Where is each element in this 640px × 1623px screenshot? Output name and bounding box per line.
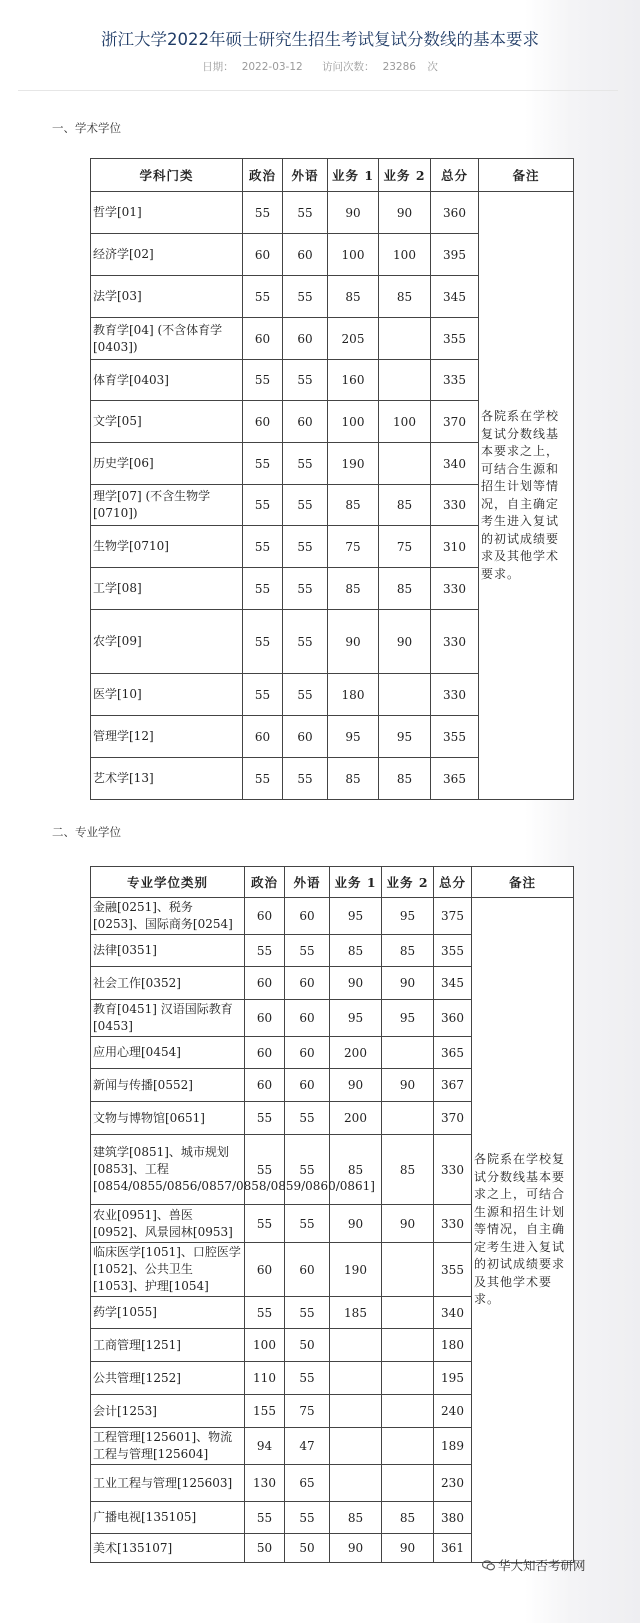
row-name: 医学[10] (91, 674, 243, 716)
subject1-score: 200 (330, 1102, 382, 1135)
row-name: 金融[0251]、税务[0253]、国际商务[0254] (91, 898, 245, 935)
subject1-score: 190 (330, 1243, 382, 1297)
row-name: 广播电视[135105] (91, 1502, 245, 1534)
language-score: 55 (285, 1502, 330, 1534)
subject2-score: 95 (382, 898, 434, 935)
subject2-score: 90 (382, 967, 434, 1000)
politics-score: 55 (243, 192, 283, 234)
subject1-score (330, 1465, 382, 1502)
subject1-score: 205 (328, 318, 379, 360)
total-score: 370 (434, 1102, 472, 1135)
language-score: 55 (283, 443, 328, 485)
subject2-score (382, 1243, 434, 1297)
views-field (318, 61, 442, 73)
subject2-score: 100 (379, 234, 431, 276)
subject1-score (330, 1428, 382, 1465)
total-score: 345 (431, 276, 479, 318)
total-score: 365 (434, 1037, 472, 1069)
language-score: 60 (285, 898, 330, 935)
total-score: 330 (431, 610, 479, 674)
total-score: 340 (431, 443, 479, 485)
col-header-category: 专业学位类别 (91, 867, 245, 898)
subject1-score: 75 (328, 526, 379, 568)
language-score: 60 (285, 1243, 330, 1297)
subject1-score: 85 (330, 935, 382, 967)
total-score: 330 (434, 1135, 472, 1205)
language-score: 60 (285, 1000, 330, 1037)
subject2-score: 90 (382, 1534, 434, 1563)
language-score: 55 (283, 360, 328, 401)
politics-score: 55 (243, 276, 283, 318)
total-score: 395 (431, 234, 479, 276)
subject2-score (379, 318, 431, 360)
total-score: 360 (431, 192, 479, 234)
politics-score: 100 (245, 1329, 285, 1362)
politics-score: 55 (243, 485, 283, 526)
politics-score: 50 (245, 1534, 285, 1563)
language-score: 55 (283, 610, 328, 674)
language-score: 55 (285, 1135, 330, 1205)
subject2-score (382, 1037, 434, 1069)
language-score: 55 (283, 485, 328, 526)
politics-score: 55 (243, 674, 283, 716)
total-score: 330 (431, 485, 479, 526)
subject1-score: 95 (328, 716, 379, 758)
subject2-score (382, 1329, 434, 1362)
total-score: 355 (434, 1243, 472, 1297)
col-header-total: 总分 (431, 159, 479, 192)
section-heading-professional: 二、专业学位 (52, 825, 121, 839)
subject2-score: 100 (379, 401, 431, 443)
total-score: 355 (431, 318, 479, 360)
section-heading-academic: 一、学术学位 (52, 121, 121, 135)
politics-score: 60 (245, 1000, 285, 1037)
subject1-score: 95 (330, 1000, 382, 1037)
row-name: 生物学[0710] (91, 526, 243, 568)
row-name: 经济学[02] (91, 234, 243, 276)
subject1-score: 100 (328, 234, 379, 276)
col-header-language: 外语 (285, 867, 330, 898)
total-score: 340 (434, 1297, 472, 1329)
article-title: 浙江大学2022年硕士研究生招生考试复试分数线的基本要求 (101, 30, 539, 49)
subject2-score: 85 (382, 1135, 434, 1205)
subject2-score (379, 674, 431, 716)
politics-score: 155 (245, 1395, 285, 1428)
total-score: 335 (431, 360, 479, 401)
subject2-score (379, 360, 431, 401)
politics-score: 55 (243, 758, 283, 800)
politics-score: 55 (245, 1502, 285, 1534)
language-score: 50 (285, 1329, 330, 1362)
politics-score: 55 (245, 1205, 285, 1243)
subject1-score: 85 (330, 1135, 382, 1205)
language-score: 55 (283, 192, 328, 234)
politics-score: 60 (245, 1069, 285, 1102)
politics-score: 60 (243, 234, 283, 276)
row-name: 体育学[0403] (91, 360, 243, 401)
watermark (482, 1556, 586, 1574)
views-label: 访问次数： (322, 61, 375, 73)
row-name: 工程管理[125601]、物流工程与管理[125604] (91, 1428, 245, 1465)
subject1-score: 185 (330, 1297, 382, 1329)
politics-score: 110 (245, 1362, 285, 1395)
language-score: 50 (285, 1534, 330, 1563)
row-name: 农学[09] (91, 610, 243, 674)
views-value: 23286 (382, 61, 416, 73)
subject1-score: 160 (328, 360, 379, 401)
subject2-score: 90 (382, 1069, 434, 1102)
politics-score: 55 (243, 443, 283, 485)
total-score: 365 (431, 758, 479, 800)
row-name: 文学[05] (91, 401, 243, 443)
col-header-subject1: 业务 1 (328, 159, 379, 192)
total-score: 355 (434, 935, 472, 967)
subject1-score: 90 (330, 1069, 382, 1102)
politics-score: 55 (245, 1135, 285, 1205)
row-name: 工业工程与管理[125603] (91, 1465, 245, 1502)
politics-score: 60 (243, 318, 283, 360)
language-score: 65 (285, 1465, 330, 1502)
subject1-score: 95 (330, 898, 382, 935)
remarks-cell: 各院系在学校复试分数线基本要求之上，可结合生源和招生计划等情况，自主确定考生进入复试的初试成绩要求及其他学术要求。 (479, 192, 574, 800)
subject2-score: 85 (379, 485, 431, 526)
language-score: 60 (283, 716, 328, 758)
subject2-score: 85 (379, 758, 431, 800)
date-label: 日期： (202, 61, 234, 73)
total-score: 230 (434, 1465, 472, 1502)
politics-score: 55 (243, 526, 283, 568)
total-score: 375 (434, 898, 472, 935)
total-score: 330 (431, 674, 479, 716)
total-score: 360 (434, 1000, 472, 1037)
subject1-score (330, 1329, 382, 1362)
col-header-subject: 学科门类 (91, 159, 243, 192)
language-score: 47 (285, 1428, 330, 1465)
subject2-score: 90 (382, 1205, 434, 1243)
row-name: 文物与博物馆[0651] (91, 1102, 245, 1135)
subject1-score: 85 (328, 758, 379, 800)
col-header-subject2: 业务 2 (379, 159, 431, 192)
table-row (91, 898, 574, 935)
subject2-score (382, 1362, 434, 1395)
language-score: 60 (283, 234, 328, 276)
politics-score: 60 (245, 1037, 285, 1069)
table-row (91, 192, 574, 234)
subject1-score: 90 (330, 967, 382, 1000)
row-name: 临床医学[1051]、口腔医学[1052]、公共卫生[1053]、护理[1054] (91, 1243, 245, 1297)
politics-score: 55 (245, 935, 285, 967)
remarks-cell: 各院系在学校复试分数线基本要求之上，可结合生源和招生计划等情况，自主确定考生进入复试的初试成绩要求及其他学术要求。 (472, 898, 574, 1563)
subject1-score: 190 (328, 443, 379, 485)
language-score: 55 (285, 1362, 330, 1395)
politics-score: 60 (243, 716, 283, 758)
row-name: 工学[08] (91, 568, 243, 610)
date-value: 2022-03-12 (241, 61, 303, 73)
professional-score-table (90, 866, 574, 1563)
col-header-politics: 政治 (245, 867, 285, 898)
row-name: 农业[0951]、兽医[0952]、风景园林[0953] (91, 1205, 245, 1243)
politics-score: 130 (245, 1465, 285, 1502)
politics-score: 60 (245, 967, 285, 1000)
subject2-score (382, 1297, 434, 1329)
col-header-subject1: 业务 1 (330, 867, 382, 898)
subject1-score: 90 (328, 610, 379, 674)
row-name: 工商管理[1251] (91, 1329, 245, 1362)
total-score: 180 (434, 1329, 472, 1362)
subject2-score (382, 1428, 434, 1465)
wechat-icon (482, 1560, 495, 1571)
article-meta (0, 59, 640, 74)
language-score: 55 (283, 276, 328, 318)
col-header-language: 外语 (283, 159, 328, 192)
subject2-score: 85 (379, 276, 431, 318)
subject1-score: 90 (330, 1534, 382, 1563)
row-name: 美术[135107] (91, 1534, 245, 1563)
col-header-politics: 政治 (243, 159, 283, 192)
total-score: 361 (434, 1534, 472, 1563)
subject2-score: 75 (379, 526, 431, 568)
language-score: 55 (283, 568, 328, 610)
language-score: 55 (285, 1102, 330, 1135)
language-score: 55 (283, 674, 328, 716)
subject2-score: 85 (382, 1502, 434, 1534)
subject2-score (382, 1465, 434, 1502)
subject1-score: 200 (330, 1037, 382, 1069)
row-name: 药学[1055] (91, 1297, 245, 1329)
politics-score: 55 (245, 1102, 285, 1135)
subject1-score: 100 (328, 401, 379, 443)
subject1-score (330, 1395, 382, 1428)
col-header-subject2: 业务 2 (382, 867, 434, 898)
politics-score: 55 (243, 360, 283, 401)
row-name: 哲学[01] (91, 192, 243, 234)
language-score: 55 (285, 935, 330, 967)
row-name: 艺术学[13] (91, 758, 243, 800)
subject2-score (382, 1395, 434, 1428)
politics-score: 55 (243, 568, 283, 610)
watermark-text: 华大知否考研网 (498, 1558, 586, 1573)
subject1-score: 90 (330, 1205, 382, 1243)
language-score: 60 (283, 318, 328, 360)
row-name: 公共管理[1252] (91, 1362, 245, 1395)
politics-score: 55 (245, 1297, 285, 1329)
language-score: 60 (285, 967, 330, 1000)
politics-score: 55 (243, 610, 283, 674)
row-name: 社会工作[0352] (91, 967, 245, 1000)
subject2-score: 90 (379, 192, 431, 234)
academic-score-table (90, 158, 574, 800)
views-unit: 次 (427, 61, 438, 73)
total-score: 367 (434, 1069, 472, 1102)
row-name: 理学[07] (不含生物学[0710]) (91, 485, 243, 526)
subject1-score: 180 (328, 674, 379, 716)
total-score: 355 (431, 716, 479, 758)
total-score: 195 (434, 1362, 472, 1395)
col-header-remarks: 备注 (472, 867, 574, 898)
subject2-score (382, 1102, 434, 1135)
row-name: 教育学[04] (不含体育学[0403]) (91, 318, 243, 360)
subject1-score: 85 (330, 1502, 382, 1534)
politics-score: 60 (245, 898, 285, 935)
total-score: 330 (434, 1205, 472, 1243)
row-name: 法律[0351] (91, 935, 245, 967)
col-header-total: 总分 (434, 867, 472, 898)
table-header-row (91, 159, 574, 192)
language-score: 55 (283, 526, 328, 568)
language-score: 55 (285, 1205, 330, 1243)
subject1-score: 85 (328, 276, 379, 318)
subject1-score (330, 1362, 382, 1395)
subject2-score: 85 (382, 935, 434, 967)
row-name: 新闻与传播[0552] (91, 1069, 245, 1102)
col-header-remarks: 备注 (479, 159, 574, 192)
language-score: 55 (283, 758, 328, 800)
row-name: 会计[1253] (91, 1395, 245, 1428)
subject2-score: 90 (379, 610, 431, 674)
language-score: 55 (285, 1297, 330, 1329)
row-name: 应用心理[0454] (91, 1037, 245, 1069)
row-name: 建筑学[0851]、城市规划[0853]、工程[0854/0855/0856/0857/0858/0859/0860/0861] (91, 1135, 245, 1205)
date-field (198, 61, 307, 73)
total-score: 240 (434, 1395, 472, 1428)
language-score: 60 (285, 1037, 330, 1069)
row-name: 法学[03] (91, 276, 243, 318)
total-score: 189 (434, 1428, 472, 1465)
row-name: 教育[0451] 汉语国际教育[0453] (91, 1000, 245, 1037)
subject2-score: 95 (382, 1000, 434, 1037)
politics-score: 60 (243, 401, 283, 443)
table-header-row (91, 867, 574, 898)
subject2-score: 95 (379, 716, 431, 758)
politics-score: 94 (245, 1428, 285, 1465)
language-score: 60 (285, 1069, 330, 1102)
subject2-score: 85 (379, 568, 431, 610)
total-score: 310 (431, 526, 479, 568)
subject1-score: 90 (328, 192, 379, 234)
subject2-score (379, 443, 431, 485)
total-score: 345 (434, 967, 472, 1000)
row-name: 管理学[12] (91, 716, 243, 758)
subject1-score: 85 (328, 485, 379, 526)
header-divider (18, 90, 618, 91)
total-score: 330 (431, 568, 479, 610)
subject1-score: 85 (328, 568, 379, 610)
language-score: 60 (283, 401, 328, 443)
total-score: 370 (431, 401, 479, 443)
total-score: 380 (434, 1502, 472, 1534)
row-name: 历史学[06] (91, 443, 243, 485)
politics-score: 60 (245, 1243, 285, 1297)
language-score: 75 (285, 1395, 330, 1428)
